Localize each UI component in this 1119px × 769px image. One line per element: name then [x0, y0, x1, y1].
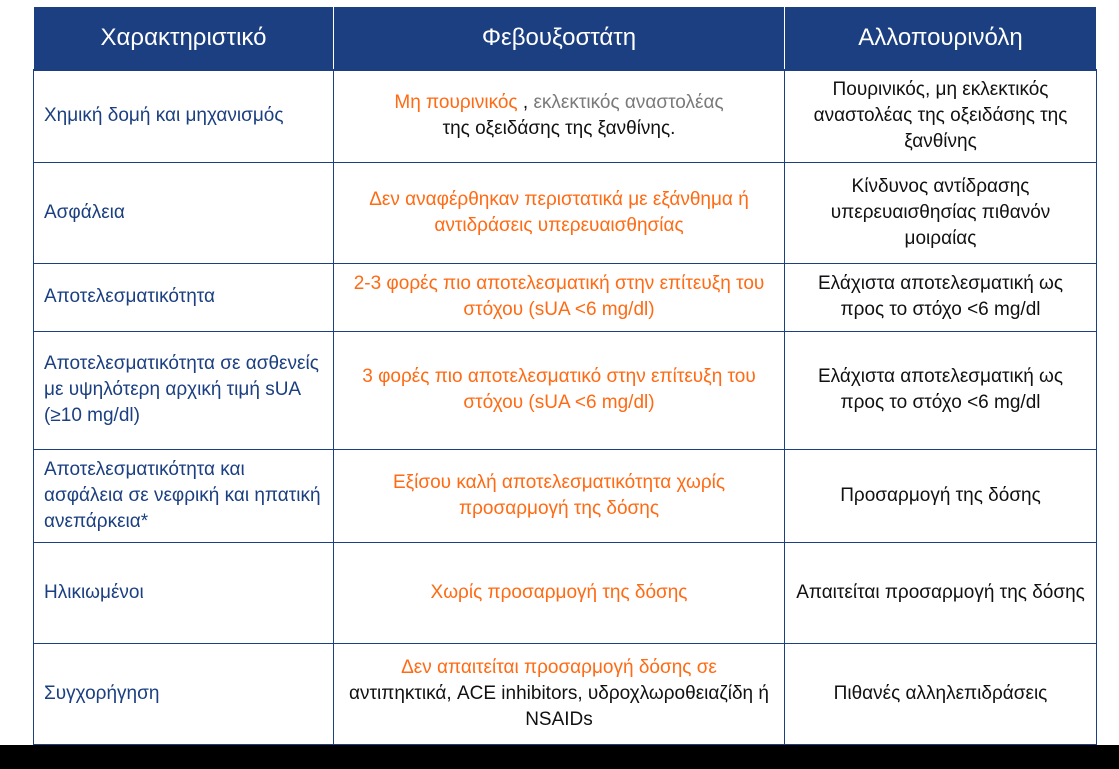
feature-cell: Αποτελεσματικότητα σε ασθενείς με υψηλότερη αρχική τιμή sUA (≥10 mg/dl)	[34, 331, 334, 449]
feature-cell: Ασφάλεια	[34, 162, 334, 263]
table-row	[34, 331, 1097, 449]
allopurinol-cell: Προσαρμογή της δόσης	[785, 449, 1097, 542]
allopurinol-cell: Πιθανές αλληλεπιδράσεις	[785, 643, 1097, 744]
table-row	[34, 643, 1097, 744]
header-feature: Χαρακτηριστικό	[34, 7, 334, 70]
table-body	[34, 70, 1097, 744]
table-row	[34, 263, 1097, 331]
febuxostat-body: της οξειδάσης της ξανθίνης.	[442, 118, 676, 140]
header-allopurinol: Αλλοπουρινόλη	[785, 7, 1097, 70]
allopurinol-cell: Ελάχιστα αποτελεσματική ως προς το στόχο <6 mg/dl	[785, 263, 1097, 331]
allopurinol-cell: Κίνδυνος αντίδρασης υπερευαισθησίας πιθανόν μοιραίας	[785, 162, 1097, 263]
feature-cell: Αποτελεσματικότητα	[34, 263, 334, 331]
allopurinol-cell: Πουρινικός, μη εκλεκτικός αναστολέας της οξειδάσης της ξανθίνης	[785, 70, 1097, 162]
allopurinol-cell: Απαιτείται προσαρμογή της δόσης	[785, 542, 1097, 643]
table-row	[34, 162, 1097, 263]
febuxostat-cell: Δεν αναφέρθηκαν περιστατικά με εξάνθημα ή αντιδράσεις υπερευαισθησίας	[334, 162, 785, 263]
febuxostat-cell: 3 φορές πιο αποτελεσματικό στην επίτευξη του στόχου (sUA <6 mg/dl)	[334, 331, 785, 449]
comparison-table	[33, 7, 1097, 745]
febuxostat-cell	[334, 643, 785, 744]
table-header	[34, 7, 1097, 70]
febuxostat-cell	[334, 70, 785, 162]
febuxostat-comma: ,	[517, 92, 534, 114]
bottom-black-bar	[0, 745, 1119, 769]
feature-cell: Αποτελεσματικότητα και ασφάλεια σε νεφρική και ηπατική ανεπάρκεια*	[34, 449, 334, 542]
feature-cell: Χημική δομή και μηχανισμός	[34, 70, 334, 162]
febuxostat-highlight: Μη πουρινικός	[394, 92, 518, 114]
feature-cell: Συγχορήγηση	[34, 643, 334, 744]
febuxostat-muted: εκλεκτικός αναστολέας	[533, 92, 724, 114]
febuxostat-cell: Χωρίς προσαρμογή της δόσης	[334, 542, 785, 643]
header-row	[34, 7, 1097, 70]
feature-cell: Ηλικιωμένοι	[34, 542, 334, 643]
table-row	[34, 449, 1097, 542]
table-row	[34, 70, 1097, 162]
febuxostat-highlight: Δεν απαιτείται προσαρμογή δόσης σε	[401, 656, 717, 678]
febuxostat-cell: Εξίσου καλή αποτελεσματικότητα χωρίς προσαρμογή της δόσης	[334, 449, 785, 542]
allopurinol-cell: Ελάχιστα αποτελεσματική ως προς το στόχο <6 mg/dl	[785, 331, 1097, 449]
febuxostat-cell: 2-3 φορές πιο αποτελεσματική στην επίτευξη του στόχου (sUA <6 mg/dl)	[334, 263, 785, 331]
febuxostat-body: αντιπηκτικά, ACE inhibitors, υδροχλωροθειαζίδη ή NSAIDs	[349, 682, 769, 730]
table-row	[34, 542, 1097, 643]
header-febuxostat: Φεβουξοστάτη	[334, 7, 785, 70]
